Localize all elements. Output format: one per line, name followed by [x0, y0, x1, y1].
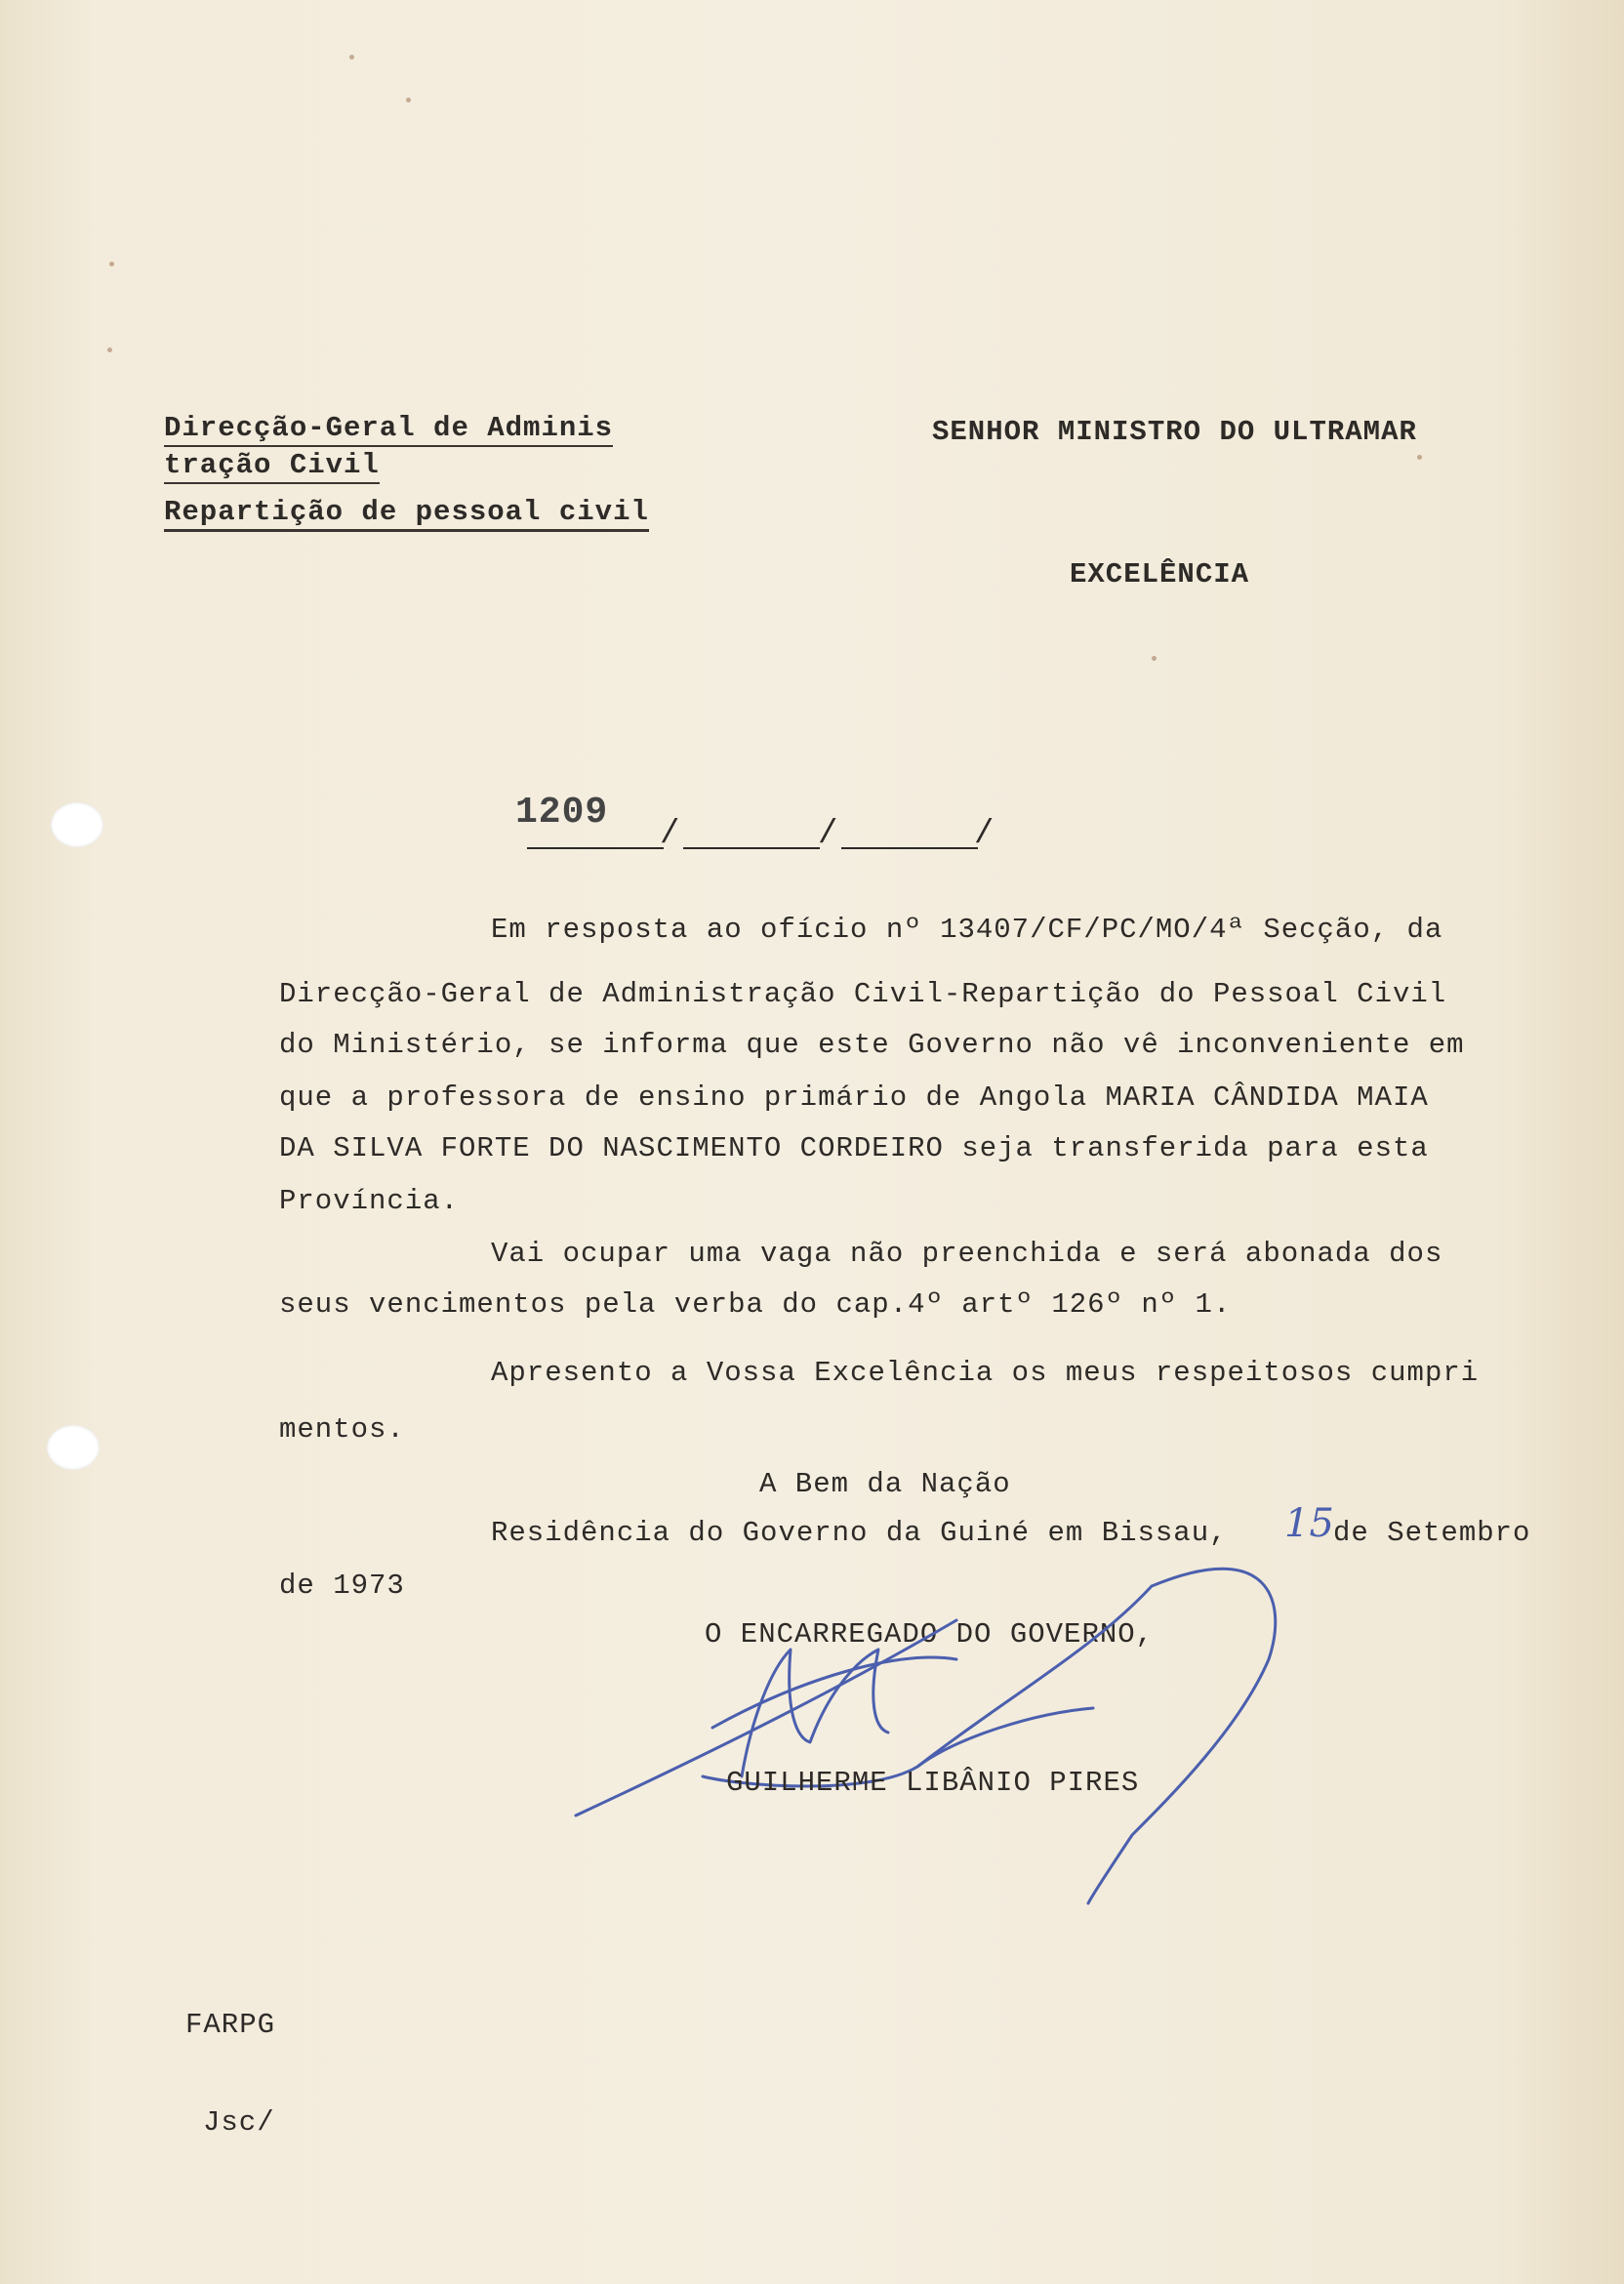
reference-slash: /	[818, 816, 838, 853]
paper-speck	[1152, 656, 1157, 661]
footer-ref-2: Jsc/	[203, 2106, 275, 2139]
place-date-month: de Setembro	[1333, 1517, 1531, 1549]
punch-hole-bottom	[47, 1425, 100, 1470]
paper-speck	[107, 347, 112, 352]
signatory-role: O ENCARREGADO DO GOVERNO,	[705, 1618, 1155, 1651]
body-line-10: mentos.	[279, 1413, 405, 1446]
reference-slash: /	[660, 816, 680, 853]
paper-speck	[349, 55, 354, 60]
reference-blank-1	[527, 847, 664, 849]
signature-stroke	[742, 1650, 888, 1776]
reference-slash: /	[974, 816, 995, 853]
body-line-5: DA SILVA FORTE DO NASCIMENTO CORDEIRO seja transferida para esta	[279, 1132, 1429, 1164]
body-line-6: Província.	[279, 1185, 460, 1217]
place-date: Residência do Governo da Guiné em Bissau,	[491, 1517, 1228, 1549]
body-line-4: que a professora de ensino primário de Angola MARIA CÂNDIDA MAIA	[279, 1081, 1429, 1114]
body-line-1: Em resposta ao ofício nº 13407/CF/PC/MO/4ª Secção, da	[491, 914, 1443, 946]
body-line-9: Apresento a Vossa Excelência os meus respeitosos cumpri	[491, 1357, 1480, 1389]
punch-hole-top	[51, 802, 103, 847]
body-line-8: seus vencimentos pela verba do cap.4º artº 126º nº 1.	[279, 1288, 1232, 1321]
paper-speck	[109, 262, 114, 266]
salutation: EXCELÊNCIA	[1070, 558, 1250, 591]
paper-speck	[1417, 455, 1422, 460]
body-line-7: Vai ocupar uma vaga não preenchida e será abonada dos	[491, 1238, 1443, 1270]
reference-blank-3	[841, 847, 978, 849]
reference-blank-2	[683, 847, 820, 849]
sender-line-1: Direcção-Geral de Adminis	[164, 414, 613, 447]
body-line-3: do Ministério, se informa que este Governo não vê inconveniente em	[279, 1029, 1465, 1061]
sender-line-3: Repartição de pessoal civil	[164, 498, 649, 532]
paper-speck	[406, 98, 411, 102]
handwritten-day: 15	[1284, 1501, 1334, 1546]
sender-line-2: tração Civil	[164, 451, 380, 484]
footer-ref-1: FARPG	[185, 2009, 276, 2041]
handwritten-signature	[547, 1542, 1288, 1933]
signatory-name: GUILHERME LIBÂNIO PIRES	[726, 1767, 1140, 1799]
signature-stroke	[917, 1569, 1276, 1903]
addressee-title: SENHOR MINISTRO DO ULTRAMAR	[932, 416, 1417, 448]
closing-motto: A Bem da Nação	[759, 1468, 1011, 1500]
reference-number: 1209	[515, 792, 609, 834]
date-year: de 1973	[279, 1570, 405, 1602]
body-line-2: Direcção-Geral de Administração Civil-Repartição do Pessoal Civil	[279, 978, 1447, 1010]
